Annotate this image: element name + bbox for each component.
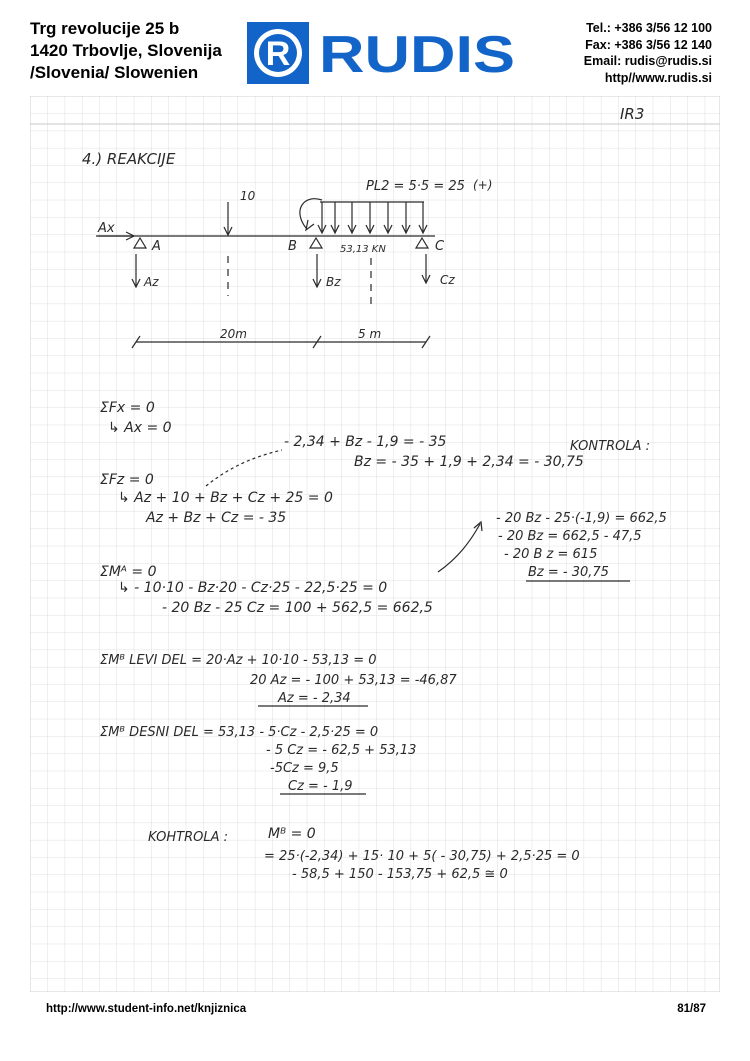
label-load-sign: (+) [473, 178, 493, 192]
label-load-total: PL2 = 5·5 = 25 [366, 179, 465, 194]
eq-ma: ΣMᴬ = 0 [100, 564, 157, 580]
label-ax: Ax [98, 221, 115, 236]
contact-fax: Fax: +386 3/56 12 140 [585, 37, 712, 52]
label-az: Az [144, 275, 159, 289]
address-line-2: 1420 Trbovlje, Slovenija [30, 41, 222, 60]
footer-url: http://www.student-info.net/knjiznica [46, 1003, 247, 1015]
side-calc-2: - 20 Bz = 662,5 - 47,5 [498, 529, 642, 544]
check-line-2: Bz = - 35 + 1,9 + 2,34 = - 30,75 [354, 454, 584, 470]
label-c: C [435, 239, 445, 254]
eq-fx: ΣFx = 0 [100, 400, 155, 416]
label-a: A [152, 239, 161, 254]
control-label: KOHTROLA : [148, 830, 229, 845]
address-line-3: /Slovenia/ Slowenien [30, 63, 199, 82]
eq-mb-left-3: Az = - 2,34 [278, 691, 351, 706]
eq-mb-right-2: - 5 Cz = - 62,5 + 53,13 [266, 743, 417, 758]
label-dim-20: 20m [220, 327, 247, 341]
eq-ma-1: ↳ - 10·10 - Bz·20 - Cz·25 - 22,5·25 = 0 [118, 580, 388, 596]
label-cz: Cz [440, 273, 455, 287]
contact-web: http//www.rudis.si [604, 70, 712, 85]
graph-paper-sheet [30, 96, 720, 992]
label-kn: 53,13 KN [340, 244, 386, 255]
company-address [30, 18, 222, 84]
company-contact [584, 20, 712, 86]
side-calc-1: - 20 Bz - 25·(-1,9) = 662,5 [496, 511, 667, 526]
label-b: B [288, 239, 297, 254]
address-line-1: Trg revolucije 25 b [30, 19, 180, 38]
control-line-1: Mᴮ = 0 [268, 826, 316, 842]
eq-fz-2: Az + Bz + Cz = - 35 [146, 510, 287, 526]
eq-mb-right-3: -5Cz = 9,5 [270, 761, 339, 776]
check-line-1: - 2,34 + Bz - 1,9 = - 35 [284, 434, 447, 450]
label-force-10: 10 [240, 189, 256, 203]
eq-mb-left-2: 20 Az = - 100 + 53,13 = -46,87 [250, 673, 457, 688]
logo-text: RUDIS [319, 26, 515, 84]
eq-mb-right-4: Cz = - 1,9 [288, 779, 353, 794]
eq-fz: ΣFz = 0 [100, 472, 154, 488]
label-dim-5: 5 m [358, 327, 382, 341]
control-line-2: = 25·(-2,34) + 15· 10 + 5( - 30,75) + 2,5·25 = 0 [264, 849, 580, 864]
side-calc-3: - 20 B z = 615 [504, 547, 598, 562]
heading-reactions: 4.) REAKCIJE [82, 150, 176, 168]
eq-mb-left: ΣMᴮ LEVI DEL = 20·Az + 10·10 - 53,13 = 0 [100, 653, 377, 668]
contact-email: Email: rudis@rudis.si [583, 54, 712, 68]
rudis-logo [247, 22, 517, 84]
eq-fz-1: ↳ Az + 10 + Bz + Cz + 25 = 0 [118, 490, 333, 506]
contact-phone: Tel.: +386 3/56 12 100 [586, 21, 712, 35]
check-label: KONTROLA : [570, 439, 650, 454]
footer-page-number: 81/87 [677, 1003, 706, 1015]
side-calc-4: Bz = - 30,75 [528, 565, 609, 580]
eq-ax: ↳ Ax = 0 [108, 420, 172, 436]
eq-ma-2: - 20 Bz - 25 Cz = 100 + 562,5 = 662,5 [162, 600, 433, 616]
label-bz: Bz [326, 275, 341, 289]
page-mark: IR3 [620, 105, 645, 123]
eq-mb-right: ΣMᴮ DESNI DEL = 53,13 - 5·Cz - 2,5·25 = 0 [100, 725, 379, 740]
logo-letter: R [265, 35, 291, 73]
control-line-3: - 58,5 + 150 - 153,75 + 62,5 ≅ 0 [292, 867, 508, 882]
